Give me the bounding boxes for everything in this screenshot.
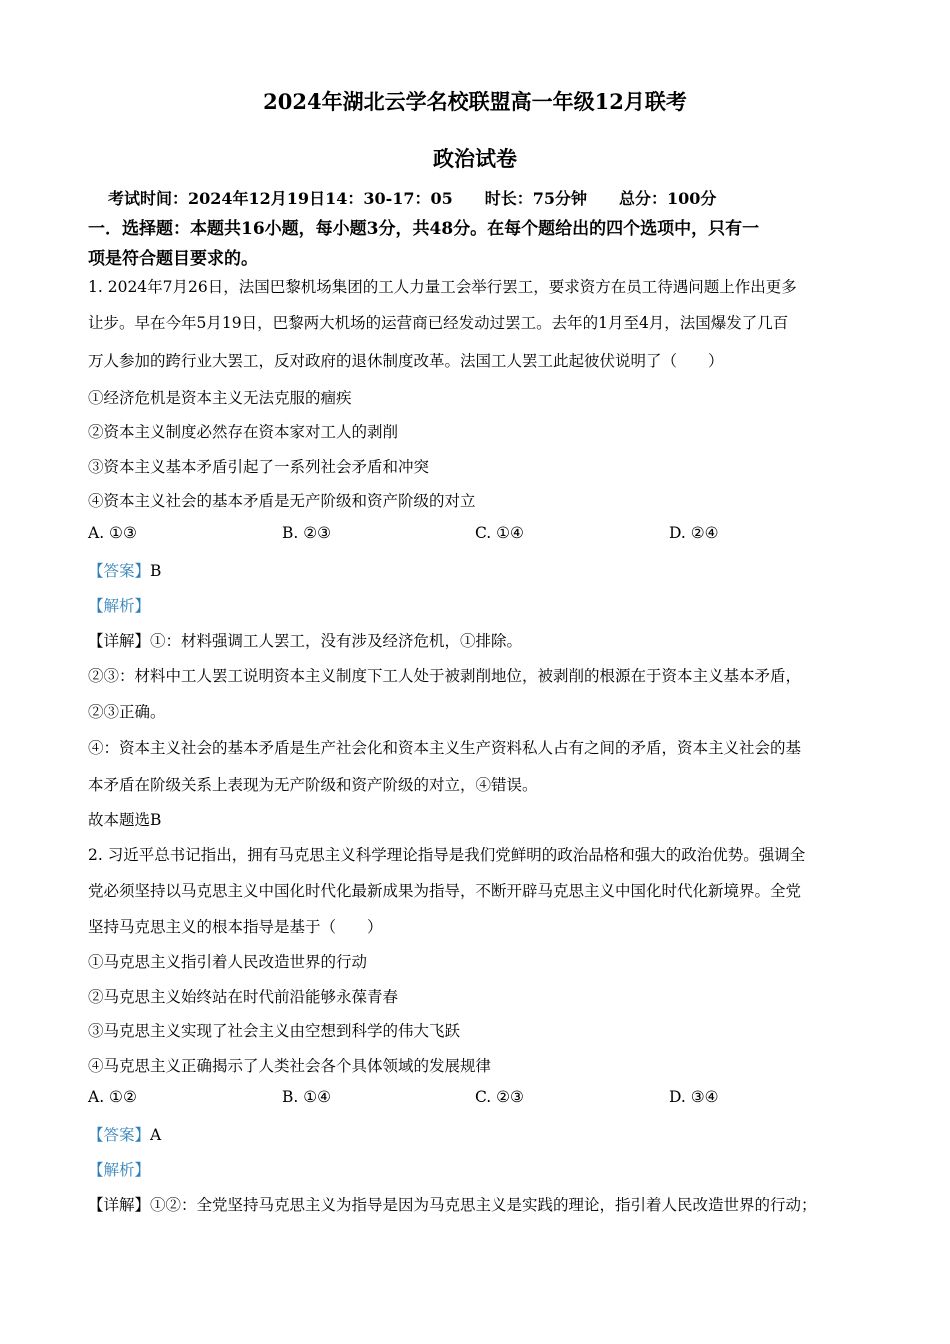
q2-item-1: ①马克思主义指引着人民改造世界的行动 bbox=[88, 953, 368, 971]
answer-value: A bbox=[150, 1126, 162, 1144]
detail-text: ①：材料强调工人罢工，没有涉及经济危机，①排除。 bbox=[150, 632, 523, 650]
document-title: 2024年湖北云学名校联盟高一年级12月联考 bbox=[263, 89, 687, 114]
section-heading-line2: 项是符合题目要求的。 bbox=[88, 249, 258, 269]
document-subtitle: 政治试卷 bbox=[433, 146, 517, 171]
answer-value: B bbox=[150, 562, 162, 580]
q1-option-b: B. ②③ bbox=[282, 524, 332, 542]
q2-option-b: B. ①④ bbox=[282, 1088, 332, 1106]
q2-stem-line1: 2. 习近平总书记指出，拥有马克思主义科学理论指导是我们党鲜明的政治品格和强大的政治优势。强调全 bbox=[88, 846, 806, 864]
q1-item-1: ①经济危机是资本主义无法克服的痼疾 bbox=[88, 389, 352, 407]
q1-detail-line4: ④：资本主义社会的基本矛盾是生产社会化和资本主义生产资料私人占有之间的矛盾，资本主义社会的基 bbox=[88, 739, 802, 757]
q2-item-2: ②马克思主义始终站在时代前沿能够永葆青春 bbox=[88, 988, 399, 1006]
detail-text: ①②：全党坚持马克思主义为指导是因为马克思主义是实践的理论，指引着人民改造世界的行动； bbox=[150, 1196, 817, 1214]
detail-tag: 【详解】 bbox=[88, 632, 151, 650]
q2-stem-line2: 党必须坚持以马克思主义中国化时代化最新成果为指导，不断开辟马克思主义中国化时代化新境界。全党 bbox=[88, 882, 802, 900]
q1-analysis-tag: 【解析】 bbox=[88, 597, 151, 615]
q1-stem-line2: 让步。早在今年5月19日，巴黎两大机场的运营商已经发动过罢工。去年的1月至4月，法国爆发了几百 bbox=[88, 314, 789, 332]
q2-detail-line1 bbox=[88, 1193, 817, 1215]
q1-detail-line3: ②③正确。 bbox=[88, 703, 166, 721]
q2-stem-line3: 坚持马克思主义的根本指导是基于（ ） bbox=[88, 918, 383, 936]
q1-conclusion: 故本题选B bbox=[88, 811, 162, 829]
q1-item-2: ②资本主义制度必然存在资本家对工人的剥削 bbox=[88, 423, 399, 441]
q1-stem-line1: 1. 2024年7月26日，法国巴黎机场集团的工人力量工会举行罢工，要求资方在员工待遇问题上作出更多 bbox=[88, 278, 797, 296]
q2-answer bbox=[88, 1123, 161, 1145]
q1-item-4: ④资本主义社会的基本矛盾是无产阶级和资产阶级的对立 bbox=[88, 492, 476, 510]
q1-detail-line1 bbox=[88, 629, 522, 651]
answer-tag: 【答案】 bbox=[88, 1126, 151, 1144]
exam-info: 考试时间：2024年12月19日14：30-17：05 时长：75分钟 总分：100分 bbox=[108, 189, 717, 208]
q1-option-d: D. ②④ bbox=[669, 524, 719, 542]
q1-detail-line5: 本矛盾在阶级关系上表现为无产阶级和资产阶级的对立，④错误。 bbox=[88, 776, 538, 794]
q2-item-4: ④马克思主义正确揭示了人类社会各个具体领域的发展规律 bbox=[88, 1057, 492, 1075]
q2-option-d: D. ③④ bbox=[669, 1088, 719, 1106]
q2-item-3: ③马克思主义实现了社会主义由空想到科学的伟大飞跃 bbox=[88, 1022, 461, 1040]
q1-item-3: ③资本主义基本矛盾引起了一系列社会矛盾和冲突 bbox=[88, 458, 430, 476]
q1-option-a: A. ①③ bbox=[88, 524, 137, 542]
section-heading-line1: 一．选择题：本题共16小题，每小题3分，共48分。在每个题给出的四个选项中，只有一 bbox=[88, 219, 760, 239]
q1-stem-line3: 万人参加的跨行业大罢工，反对政府的退休制度改革。法国工人罢工此起彼伏说明了（ ） bbox=[88, 352, 724, 370]
q2-option-c: C. ②③ bbox=[475, 1088, 524, 1106]
detail-tag: 【详解】 bbox=[88, 1196, 151, 1214]
q1-detail-line2: ②③：材料中工人罢工说明资本主义制度下工人处于被剥削地位，被剥削的根源在于资本主义基本矛盾， bbox=[88, 667, 802, 685]
q2-analysis-tag: 【解析】 bbox=[88, 1161, 151, 1179]
q1-answer bbox=[88, 559, 161, 581]
q1-option-c: C. ①④ bbox=[475, 524, 524, 542]
answer-tag: 【答案】 bbox=[88, 562, 151, 580]
q2-option-a: A. ①② bbox=[88, 1088, 137, 1106]
